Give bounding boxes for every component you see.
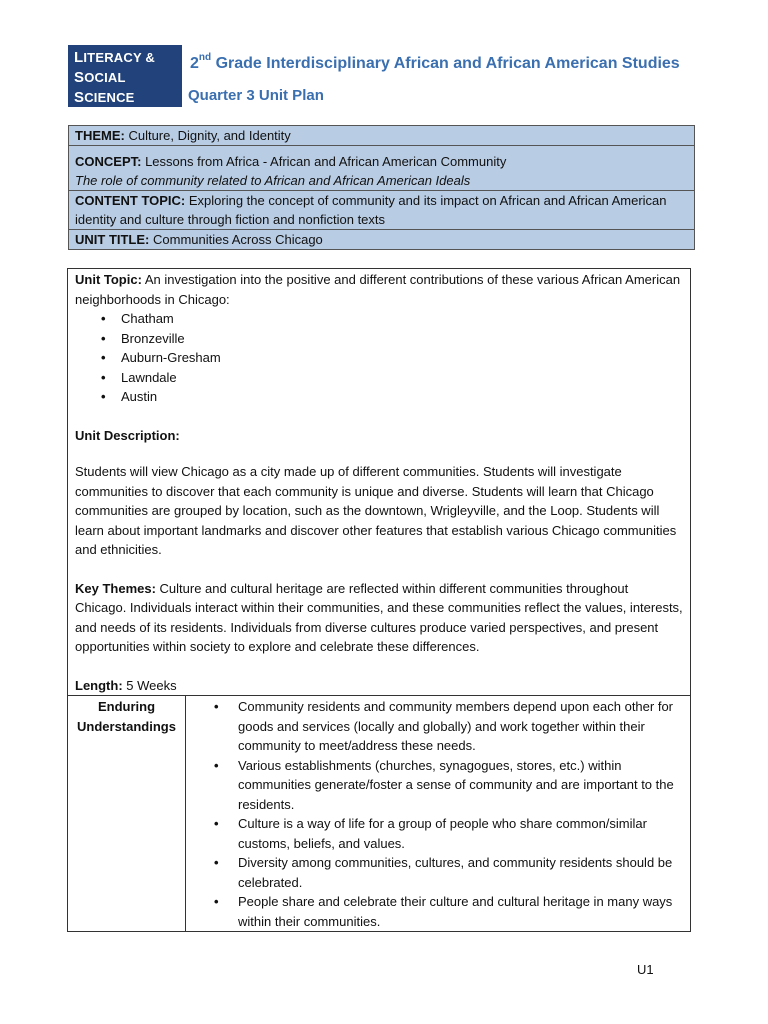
- page-number: U1: [637, 962, 654, 977]
- neighborhood-list: [75, 309, 683, 407]
- logo-line-1: LITERACY &: [74, 49, 155, 66]
- unit-details-box: [67, 268, 691, 932]
- unit-topic: Unit Topic: An investigation into the positive and different contributions of these various African American neighborhoods in Chicago:: [75, 272, 681, 307]
- list-item: • Chatham: [101, 309, 683, 329]
- unit-title-row: UNIT TITLE: Communities Across Chicago: [69, 230, 695, 250]
- list-item: • Auburn-Gresham: [101, 348, 683, 368]
- logo-line-2: SOCIAL SCIENCE: [74, 69, 135, 106]
- list-item: • Various establishments (churches, synagogues, stores, etc.) within communities generate/foster a sense of community and are important to the residents.: [214, 756, 684, 815]
- key-themes: Key Themes: Culture and cultural heritage are reflected within different communities throughout Chicago. Individuals interact within their communities, and these communities reflect the values, interests, and needs of its residents. Individuals from diverse cultures produce varied perspectives, and present opportunities within society to explore and celebrate these differences.: [75, 580, 683, 654]
- list-item: • Community residents and community members depend upon each other for goods and services (locally and globally) and work together within their community to meet/address these needs.: [214, 697, 684, 756]
- content-topic-row: CONTENT TOPIC: Exploring the concept of community and its impact on African and African American identity and culture through fiction and nonfiction texts: [69, 191, 695, 230]
- theme-row: THEME: Culture, Dignity, and Identity: [69, 126, 695, 146]
- unit-description: Students will view Chicago as a city made up of different communities. Students will investigate communities to discover that each community is unique and diverse. Students will learn that Chicago communities are grouped by location, such as the downtown, Wrigleyville, and the Loop. Students will learn about important landmarks and discover other features that establish various Chicago communities and ethnicities.: [75, 464, 677, 557]
- list-item: • Austin: [101, 387, 683, 407]
- concept-row: CONCEPT: Lessons from Africa - African and African American Community The role of community related to African and African American Ideals: [69, 146, 695, 191]
- list-item: • Culture is a way of life for a group of people who share common/similar customs, beliefs, and values.: [214, 814, 684, 853]
- unit-summary-table: [68, 125, 695, 250]
- document-title: 2nd Grade Interdisciplinary African and African American Studies: [190, 52, 680, 72]
- unit-description-heading: Unit Description:: [75, 427, 180, 443]
- list-item: • Diversity among communities, cultures, and community residents should be celebrated.: [214, 853, 684, 892]
- enduring-understandings-heading: Enduring Understandings: [68, 696, 186, 931]
- document-subtitle: Quarter 3 Unit Plan: [188, 87, 324, 104]
- program-logo: [68, 45, 182, 107]
- list-item: • Lawndale: [101, 368, 683, 388]
- list-item: • Bronzeville: [101, 329, 683, 349]
- unit-topic-section: [68, 269, 690, 695]
- enduring-understandings-row: [68, 695, 690, 931]
- unit-length: Length: 5 Weeks: [75, 677, 177, 693]
- list-item: • People share and celebrate their culture and cultural heritage in many ways within their communities.: [214, 892, 684, 931]
- enduring-understandings-list: [186, 696, 690, 931]
